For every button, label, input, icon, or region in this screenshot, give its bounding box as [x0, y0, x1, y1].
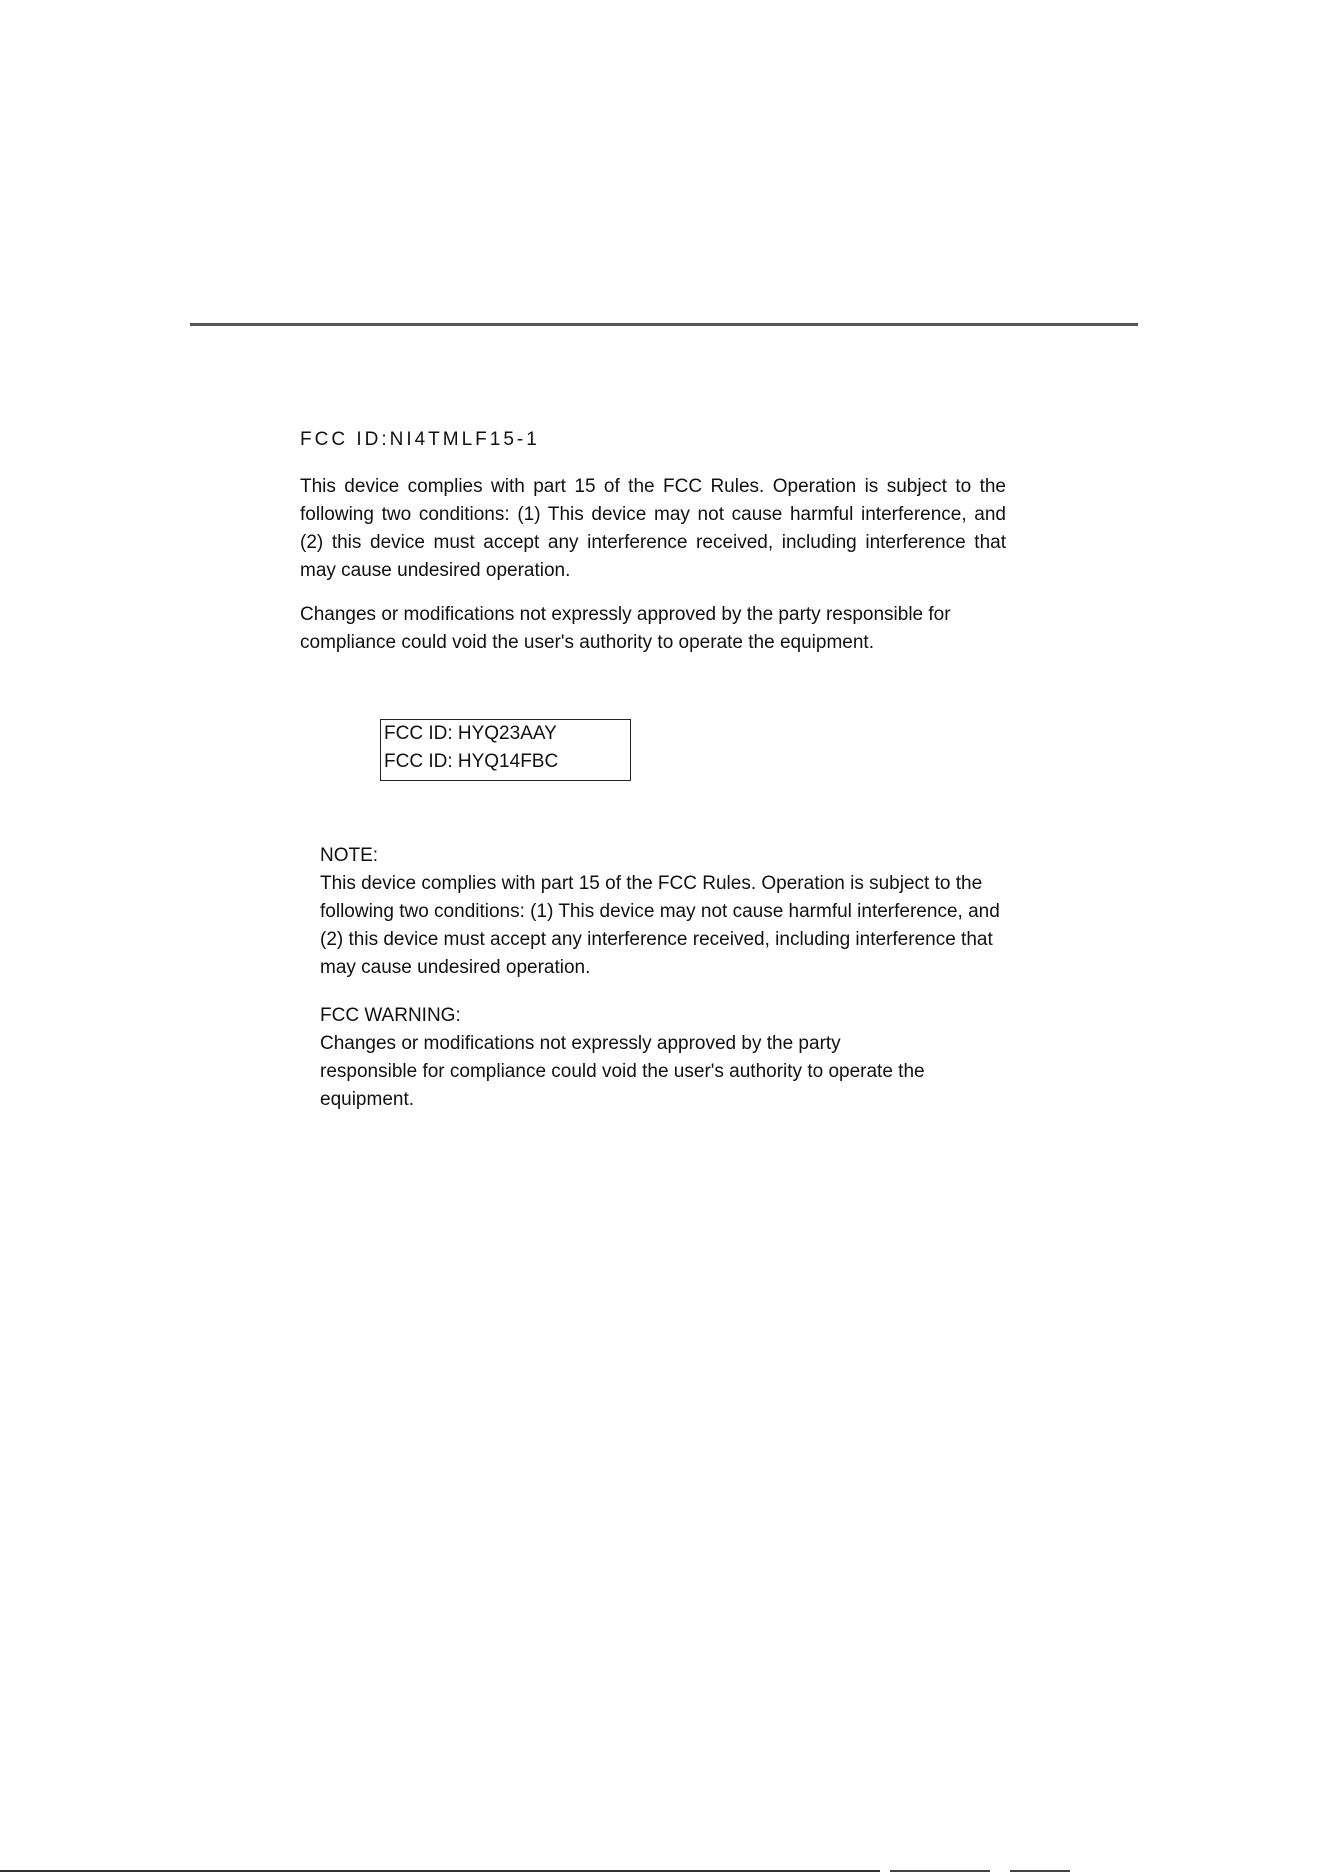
fcc-warning-body-line-2: responsible for compliance could void the user's authority to operate the — [320, 1061, 925, 1082]
fcc-id-line-1: FCC ID: HYQ23AAY — [384, 723, 557, 744]
note-body: This device complies with part 15 of the FCC Rules. Operation is subject to the following two conditions: (1) This device may not cause harmful interference, and (2) this device must accept any interference received, including interference that may cause undesired operation. — [320, 873, 1000, 978]
fcc-warning-title: FCC WARNING: — [320, 1005, 461, 1026]
fcc-warning-body-line-3: equipment. — [320, 1089, 415, 1110]
fcc-id-line-2: FCC ID: HYQ14FBC — [384, 751, 559, 772]
fcc-id-heading: FCC ID:NI4TMLF15-1 — [300, 429, 540, 450]
note-title: NOTE: — [320, 845, 379, 866]
header-divider — [190, 323, 1138, 326]
fcc-id-box — [380, 719, 631, 781]
compliance-paragraph: This device complies with part 15 of the FCC Rules. Operation is subject to the following two conditions: (1) This device may not cause harmful interference, and (2) this device must accept any interference received, including interference that may cause undesired operation. — [300, 476, 1006, 581]
fcc-warning-body — [320, 1030, 1020, 1114]
modifications-paragraph: Changes or modifications not expressly approved by the party responsible for compliance could void the user's authority to operate the equipment. — [300, 604, 951, 653]
fcc-warning-body-line-1: Changes or modifications not expressly approved by the party — [320, 1033, 841, 1054]
